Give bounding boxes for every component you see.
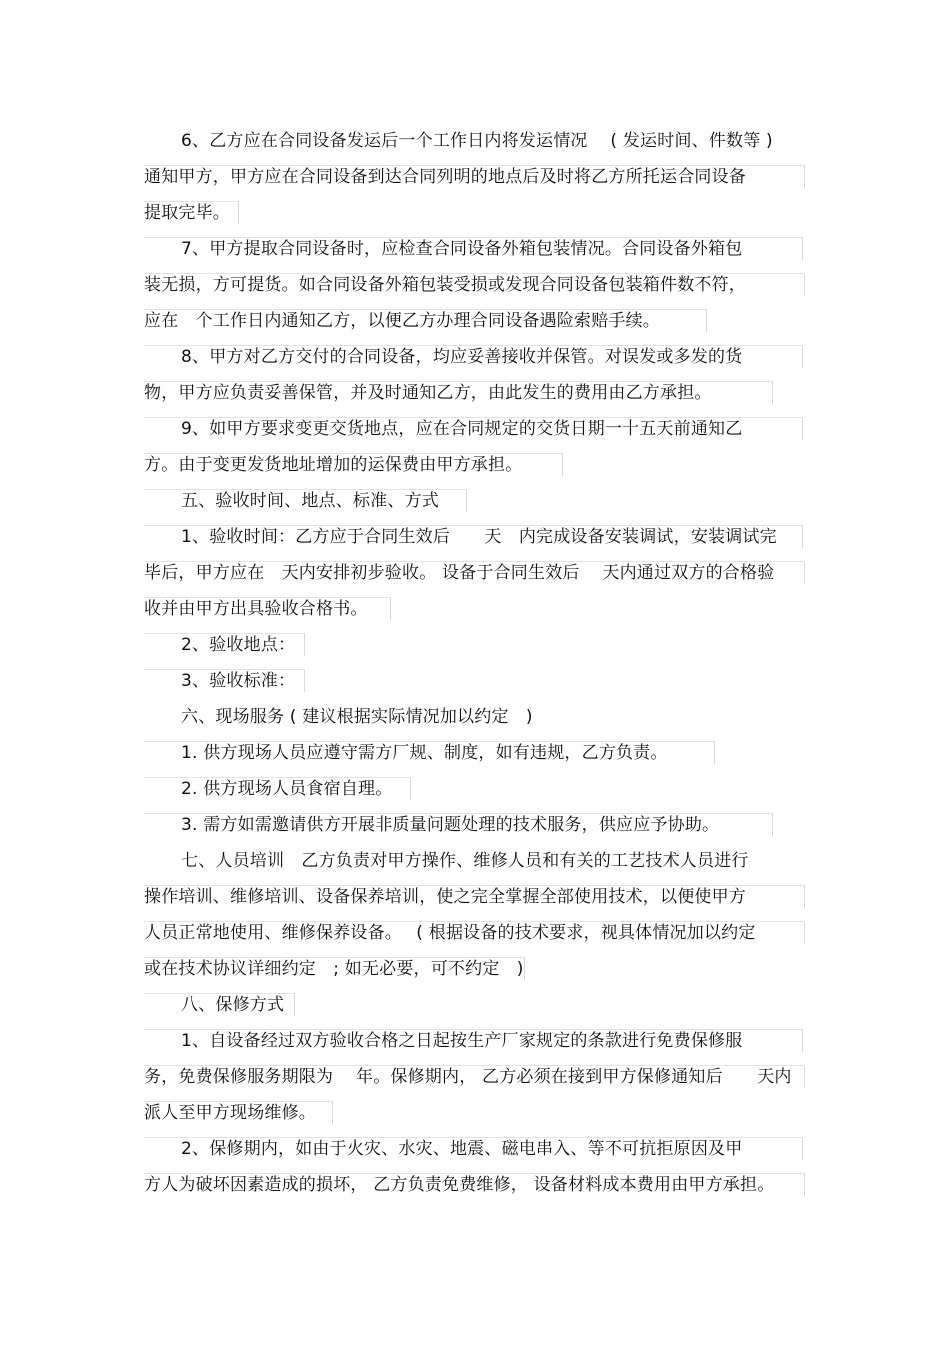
border-artifact	[144, 273, 805, 296]
text-line: 操作培训、维修培训、设备保养培训，使之完全掌握全部使用技术，以便使甲方	[144, 887, 746, 907]
text-line: 6、乙方应在合同设备发运后一个工作日内将发运情况 ( 发运时间、件数等 )	[181, 131, 773, 151]
border-artifact	[144, 309, 707, 332]
text-line: 提取完毕。	[144, 203, 230, 223]
text-line: 2、验收地点：	[181, 635, 296, 655]
border-artifact	[144, 777, 411, 800]
text-line: 装无损，方可提货。如合同设备外箱包装受损或发现合同设备包装箱件数不符，	[144, 275, 746, 295]
text-line: 方。由于变更发货地址增加的运保费由甲方承担。	[144, 455, 523, 475]
border-artifact	[144, 957, 525, 980]
border-artifact	[144, 1029, 803, 1052]
text-line: 1、自设备经过双方验收合格之日起按生产厂家规定的条款进行免费保修服	[181, 1031, 743, 1051]
text-line: 务，免费保修服务期限为 年。保修期内， 乙方必须在接到甲方保修通知后 天内	[144, 1067, 792, 1087]
border-artifact	[144, 741, 715, 764]
border-artifact	[144, 381, 773, 404]
text-line: 7、甲方提取合同设备时，应检查合同设备外箱包装情况。合同设备外箱包	[181, 239, 743, 259]
border-artifact	[144, 1101, 333, 1124]
border-artifact	[144, 1065, 805, 1088]
text-line: 9、如甲方要求变更交货地点，应在合同规定的交货日期一十五天前通知乙	[181, 419, 743, 439]
border-artifact	[144, 813, 773, 836]
text-line: 人员正常地使用、维修保养设备。 ( 根据设备的技术要求，视具体情况加以约定	[144, 923, 756, 943]
text-line: 收并由甲方出具验收合格书。	[144, 599, 368, 619]
text-line: 应在 个工作日内通知乙方，以便乙方办理合同设备遇险索赔手续。	[144, 311, 660, 331]
text-line: 派人至甲方现场维修。	[144, 1103, 316, 1123]
text-line: 通知甲方，甲方应在合同设备到达合同列明的地点后及时将乙方所托运合同设备	[144, 167, 746, 187]
border-artifact	[144, 1173, 805, 1196]
border-artifact	[144, 597, 391, 620]
text-line: 或在技术协议详细约定 ; 如无必要，可不约定 )	[144, 959, 524, 979]
text-line: 1、验收时间：乙方应于合同生效后 天 内完成设备安装调试，安装调试完	[181, 527, 777, 547]
border-artifact	[144, 201, 239, 224]
border-artifact	[144, 921, 805, 944]
border-artifact	[144, 669, 305, 692]
border-artifact	[144, 237, 803, 260]
text-line: 方人为破坏因素造成的损坏， 乙方负责免费维修， 设备材料成本费用由甲方承担。	[144, 1175, 775, 1195]
section-heading: 八、保修方式	[181, 995, 285, 1015]
border-artifact	[144, 489, 467, 512]
section-heading: 五、验收时间、地点、标准、方式	[181, 491, 439, 511]
section-heading: 七、人员培训 乙方负责对甲方操作、维修人员和有关的工艺技术人员进行	[181, 851, 749, 871]
section-heading: 六、现场服务 ( 建议根据实际情况加以约定 )	[181, 707, 533, 727]
border-artifact	[144, 417, 803, 440]
border-artifact	[144, 633, 305, 656]
border-artifact	[144, 1137, 803, 1160]
border-artifact	[144, 345, 803, 368]
border-artifact	[144, 885, 805, 908]
text-line: 毕后，甲方应在 天内安排初步验收。 设备于合同生效后 天内通过双方的合格验	[144, 563, 775, 583]
text-line: 1. 供方现场人员应遵守需方厂规、制度，如有违规，乙方负责。	[181, 743, 668, 763]
border-artifact	[144, 525, 803, 548]
border-artifact	[144, 453, 563, 476]
text-line: 3、验收标准：	[181, 671, 296, 691]
text-line: 8、甲方对乙方交付的合同设备，均应妥善接收并保管。对误发或多发的货	[181, 347, 743, 367]
border-artifact	[144, 993, 295, 1016]
text-line: 2、保修期内，如由于火灾、水灾、地震、磁电串入、等不可抗拒原因及甲	[181, 1139, 743, 1159]
text-line: 2. 供方现场人员食宿自理。	[181, 779, 393, 799]
border-artifact	[144, 561, 805, 584]
border-artifact	[144, 165, 805, 188]
text-line: 物，甲方应负责妥善保管，并及时通知乙方，由此发生的费用由乙方承担。	[144, 383, 712, 403]
text-line: 3. 需方如需邀请供方开展非质量问题处理的技术服务，供应应予协助。	[181, 815, 720, 835]
